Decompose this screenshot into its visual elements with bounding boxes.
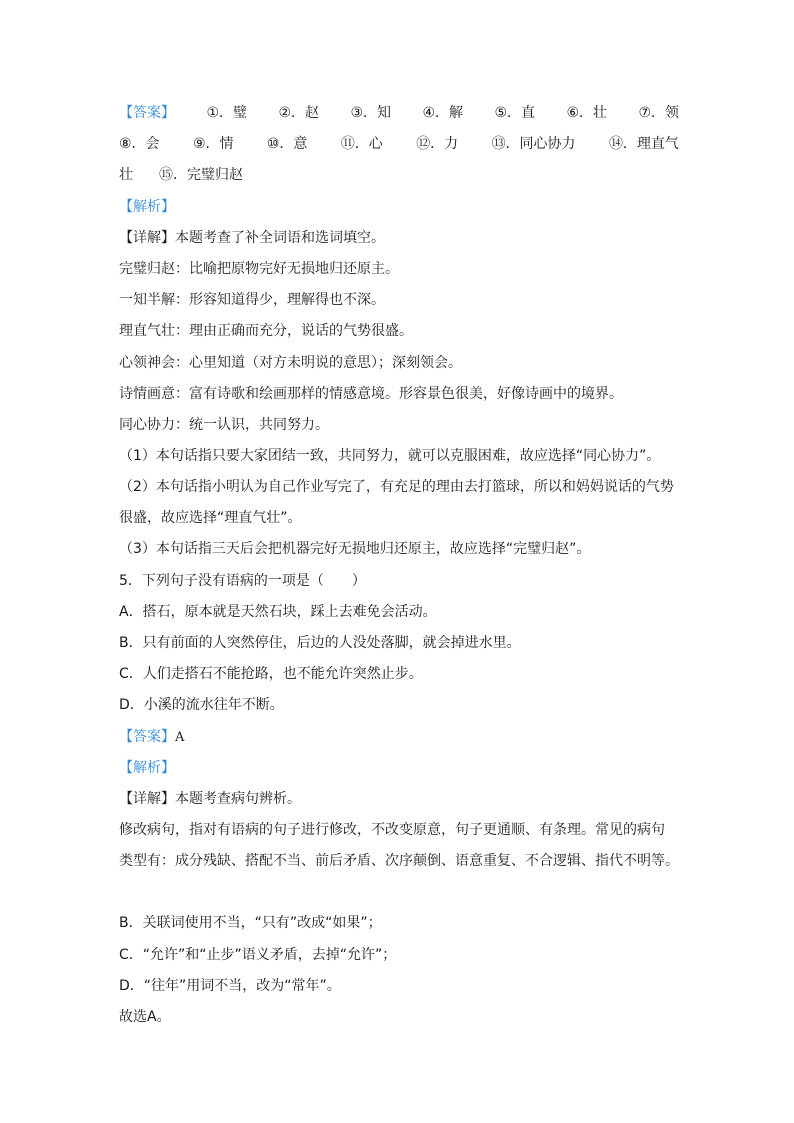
definition-line: 心领神会：心里知道（对方未明说的意思）；深刻领会。: [119, 355, 462, 371]
detail-tag: 【详解】: [119, 230, 175, 246]
detail-line: [119, 789, 301, 809]
question-text: 5．下列句子没有语病的一项是（ ）: [119, 573, 366, 589]
answer-item: 壮: [119, 167, 133, 183]
answer-row-2: [119, 134, 679, 154]
analysis-tag: 【解析】: [119, 199, 175, 215]
detail-intro: 本题考查病句辨析。: [175, 791, 301, 807]
body-line: 修改病句，指对有语病的句子进行修改，不改变原意，句子更通顺、有条理。常见的病句: [119, 822, 665, 838]
option-d: D．小溪的流水往年不断。: [119, 697, 284, 713]
definition-line: 理直气壮：理由正确而充分，说话的气势很盛。: [119, 323, 413, 339]
answer-item: ①．璧: [206, 105, 247, 121]
answer-item: ⑭．理直气: [608, 136, 679, 152]
definition-line: 诗情画意：富有诗歌和绘画那样的情感意境。形容景色很美，好像诗画中的境界。: [119, 386, 623, 402]
answer-item: ⑪．心: [340, 136, 383, 152]
conclusion: 故选A。: [119, 1009, 171, 1025]
definition-line: 同心协力：统一认识，共同努力。: [119, 417, 329, 433]
option-b: B．只有前面的人突然停住，后边的人没处落脚，就会掉进水里。: [119, 635, 521, 651]
answer-item: ⑥．壮: [566, 105, 607, 121]
answer-item: ⑧．会: [119, 136, 160, 152]
answer-row-3: [119, 165, 243, 185]
option-a: A．搭石，原本就是天然石块，踩上去难免会活动。: [119, 604, 437, 620]
explanation-line: 很盛，故应选择“理直气壮”。: [119, 510, 302, 526]
answer-item: ⑫．力: [416, 136, 459, 152]
answer-item: ③．知: [350, 105, 391, 121]
detail-intro: 本题考查了补全词语和选词填空。: [175, 230, 385, 246]
answer-item: ⑩．意: [266, 136, 308, 152]
answer-tag: 【答案】: [119, 105, 175, 121]
definition-line: 完璧归赵：比喻把原物完好无损地归还原主。: [119, 261, 399, 277]
answer-item: ⑮．完璧归赵: [159, 167, 243, 183]
detail-tag: 【详解】: [119, 791, 175, 807]
fix-line: C．“允许”和“止步”语义矛盾，去掉“允许”；: [119, 947, 397, 963]
answer-row-1: [119, 103, 679, 123]
answer-item: ④．解: [422, 105, 463, 121]
option-c: C．人们走搭石不能抢路，也不能允许突然止步。: [119, 666, 423, 682]
answer-line: [119, 727, 184, 748]
answer-item: ②．赵: [278, 105, 319, 121]
answer-item: ⑤．直: [494, 105, 535, 121]
explanation-line: （1）本句话指只要大家团结一致，共同努力，就可以克服困难，故应选择“同心协力”。: [119, 448, 661, 464]
detail-line: [119, 228, 385, 248]
explanation-line: （3）本句话指三天后会把机器完好无损地归还原主，故应选择“完璧归赵”。: [119, 541, 591, 557]
fix-line: B．关联词使用不当，“只有”改成“如果”；: [119, 915, 382, 931]
explanation-line: （2）本句话指小明认为自己作业写完了，有充足的理由去打篮球，所以和妈妈说话的气势: [119, 479, 674, 495]
definition-line: 一知半解：形容知道得少，理解得也不深。: [119, 292, 385, 308]
answer-item: ⑦．领: [638, 105, 679, 121]
analysis-tag: 【解析】: [119, 760, 175, 776]
answer-value: A: [175, 730, 185, 745]
answer-item: ⑨．情: [192, 136, 234, 152]
answer-tag: 【答案】: [119, 729, 175, 745]
answer-item: ⑬．同心协力: [491, 136, 576, 152]
body-line: 类型有：成分残缺、搭配不当、前后矛盾、次序颠倒、语意重复、不合逻辑、指代不明等。: [119, 853, 679, 869]
fix-line: D．“往年”用词不当，改为“常年”。: [119, 978, 341, 994]
